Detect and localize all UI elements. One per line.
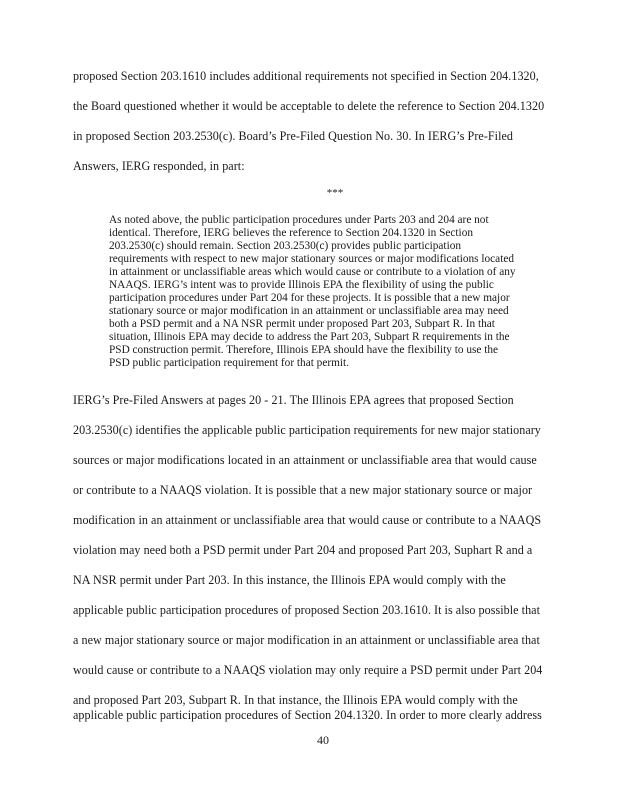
quote-line: 203.2530(c) should remain. Section 203.2530(c) provides public participation bbox=[109, 240, 462, 252]
quote-line: in attainment or unclassifiable areas which would cause or contribute to a violation of any bbox=[109, 266, 516, 278]
paragraph-line: applicable public participation procedures of Section 204.1320. In order to more clearly address bbox=[73, 708, 542, 722]
page-number bbox=[0, 733, 618, 747]
quote-line: PSD construction permit. Therefore, Illinois EPA should have the flexibility to use the bbox=[109, 344, 499, 356]
paragraph-line: IERG’s Pre-Filed Answers at pages 20 - 21. The Illinois EPA agrees that proposed Section bbox=[73, 393, 514, 407]
section-separator bbox=[0, 186, 618, 200]
quote-line: As noted above, the public participation procedures under Parts 203 and 204 are not bbox=[109, 214, 489, 226]
paragraph-line: 203.2530(c) identifies the applicable public participation requirements for new major stationary bbox=[73, 423, 541, 437]
paragraph-line: the Board questioned whether it would be acceptable to delete the reference to Section 204.1320 bbox=[73, 99, 545, 113]
quote-line: both a PSD permit and a NA NSR permit under proposed Part 203, Subpart R. In that bbox=[109, 318, 495, 330]
paragraph-line: Answers, IERG responded, in part: bbox=[73, 159, 245, 173]
paragraph-line: sources or major modifications located in an attainment or unclassifiable area that would cause bbox=[73, 453, 537, 467]
paragraph-line: violation may need both a PSD permit under Part 204 and proposed Part 203, Suphart R and a bbox=[73, 543, 533, 557]
paragraph-line: modification in an attainment or unclassifiable area that would cause or contribute to a NAAQS bbox=[73, 513, 542, 527]
quote-line: requirements with respect to new major stationary sources or major modifications located bbox=[109, 253, 514, 265]
paragraph-line: and proposed Part 203, Subpart R. In that instance, the Illinois EPA would comply with the bbox=[73, 693, 518, 707]
quote-line: situation, Illinois EPA may decide to address the Part 203, Subpart R requirements in the bbox=[109, 331, 510, 343]
separator-text: *** bbox=[326, 187, 344, 199]
paragraph-line: in proposed Section 203.2530(c). Board’s Pre-Filed Question No. 30. In IERG’s Pre-Filed bbox=[73, 129, 514, 143]
paragraph-line: NA NSR permit under Part 203. In this instance, the Illinois EPA would comply with the bbox=[73, 573, 506, 587]
quote-line: stationary source or major modification in an attainment or unclassifiable area may need bbox=[109, 305, 509, 317]
quote-line: PSD public participation requirement for that permit. bbox=[109, 357, 349, 369]
page-number-text: 40 bbox=[317, 733, 329, 747]
paragraph-line: or contribute to a NAAQS violation. It is possible that a new major stationary source or major bbox=[73, 483, 533, 497]
quote-line: identical. Therefore, IERG believes the reference to Section 204.1320 in Section bbox=[109, 227, 473, 239]
paragraph-line: a new major stationary source or major modification in an attainment or unclassifiable area that bbox=[73, 633, 540, 647]
quote-line: NAAQS. IERG’s intent was to provide Illinois EPA the flexibility of using the public bbox=[109, 279, 494, 291]
quote-line: participation procedures under Part 204 for these projects. It is possible that a new major bbox=[109, 292, 510, 304]
paragraph-line: applicable public participation procedures of proposed Section 203.1610. It is also possible that bbox=[73, 603, 540, 617]
paragraph-line: would cause or contribute to a NAAQS violation may only require a PSD permit under Part 204 bbox=[73, 663, 543, 677]
paragraph-line: proposed Section 203.1610 includes additional requirements not specified in Section 204.1320, bbox=[73, 69, 539, 83]
